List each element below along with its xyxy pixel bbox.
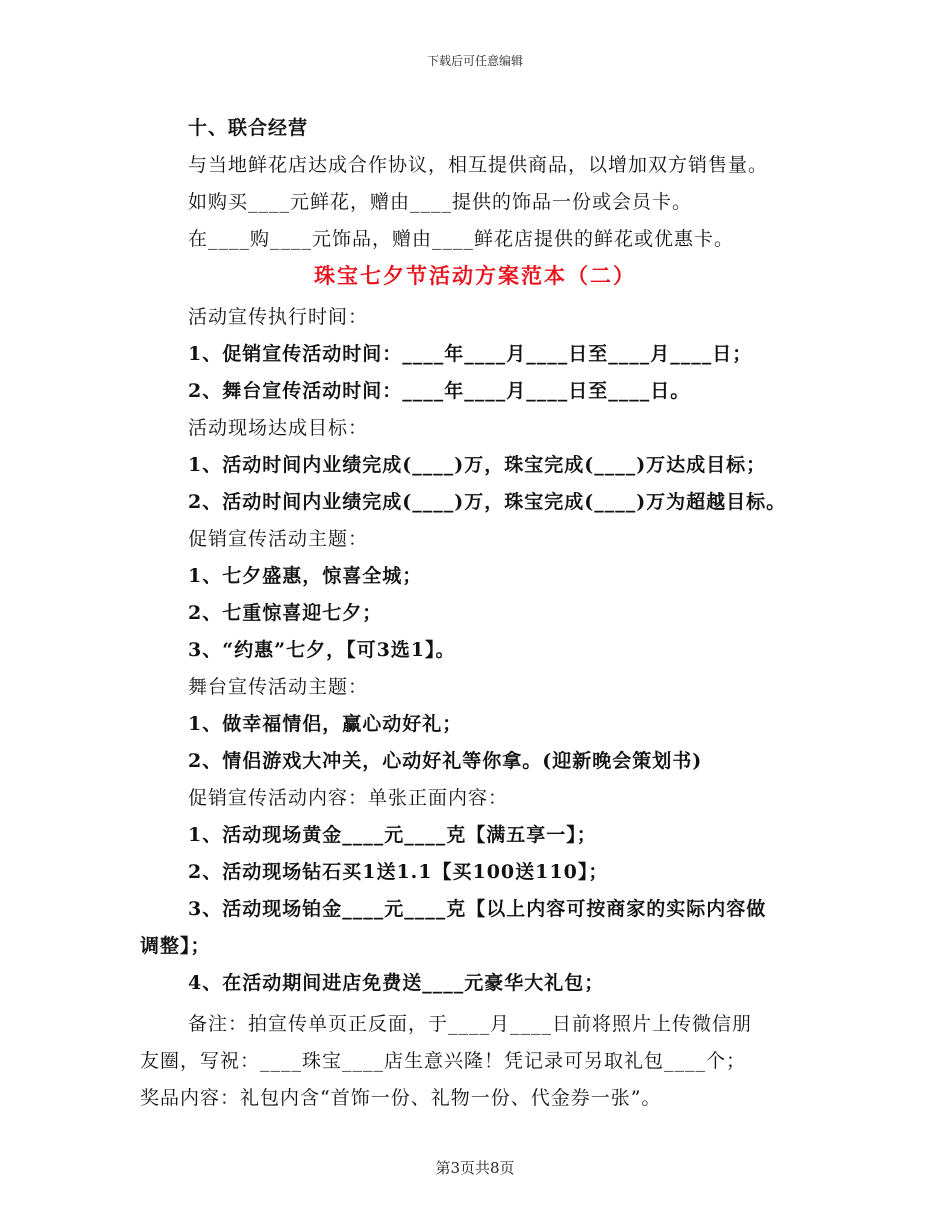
- paragraph-line: 促销宣传活动内容：单张正面内容：: [188, 787, 509, 809]
- paragraph-line: 2、情侣游戏大冲关，心动好礼等你拿。(迎新晚会策划书): [188, 750, 703, 772]
- paragraph-line: 1、促销宣传活动时间：____年____月____日至____月____日；: [188, 343, 753, 365]
- paragraph-line: 如购买____元鲜花，赠由____提供的饰品一份或会员卡。: [188, 191, 693, 213]
- page-header-note: 下载后可任意编辑: [426, 54, 523, 68]
- paragraph-line: 在____购____元饰品，赠由____鲜花店提供的鲜花或优惠卡。: [188, 228, 735, 250]
- document-title: 珠宝七夕节活动方案范本（二）: [314, 263, 636, 288]
- paragraph-line: 2、活动时间内业绩完成(____)万，珠宝完成(____)万为超越目标。: [188, 491, 787, 513]
- paragraph-line: 1、活动时间内业绩完成(____)万，珠宝完成(____)万达成目标；: [188, 454, 767, 476]
- paragraph-line: 备注：拍宣传单页正反面，于____月____日前将照片上传微信朋: [188, 1013, 753, 1035]
- paragraph-line: 2、舞台宣传活动时间：____年____月____日至____日。: [188, 380, 691, 402]
- paragraph-line: 奖品内容：礼包内含“首饰一份、礼物一份、代金券一张”。: [140, 1087, 662, 1109]
- paragraph-line: 1、做幸福情侣，赢心动好礼；: [188, 713, 463, 735]
- paragraph-line: 4、在活动期间进店免费送____元豪华大礼包；: [188, 972, 605, 994]
- paragraph-line: 1、活动现场黄金____元____克【满五享一】；: [188, 824, 597, 846]
- paragraph-line: 3、活动现场铂金____元____克【以上内容可按商家的实际内容做: [188, 898, 767, 920]
- paragraph-line: 活动宣传执行时间：: [188, 306, 369, 328]
- paragraph-line: 3、“约惠”七夕，【可3选1】。: [188, 639, 456, 661]
- paragraph-line: 2、七重惊喜迎七夕；: [188, 602, 383, 624]
- paragraph-line: 2、活动现场钻石买1送1.1【买100送110】；: [188, 861, 609, 883]
- section-heading: 十、联合经营: [188, 117, 309, 139]
- paragraph-line: 友圈，写祝：____珠宝____店生意兴隆！凭记录可另取礼包____个；: [140, 1050, 747, 1072]
- paragraph-line: 与当地鲜花店达成合作协议，相互提供商品，以增加双方销售量。: [188, 154, 769, 176]
- paragraph-line: 1、七夕盛惠，惊喜全城；: [188, 565, 423, 587]
- paragraph-line: 舞台宣传活动主题：: [188, 676, 369, 698]
- page-number: 第3页共8页: [435, 1159, 515, 1177]
- paragraph-line: 促销宣传活动主题：: [188, 528, 369, 550]
- paragraph-line: 活动现场达成目标：: [188, 417, 369, 439]
- paragraph-line: 调整】；: [140, 935, 211, 957]
